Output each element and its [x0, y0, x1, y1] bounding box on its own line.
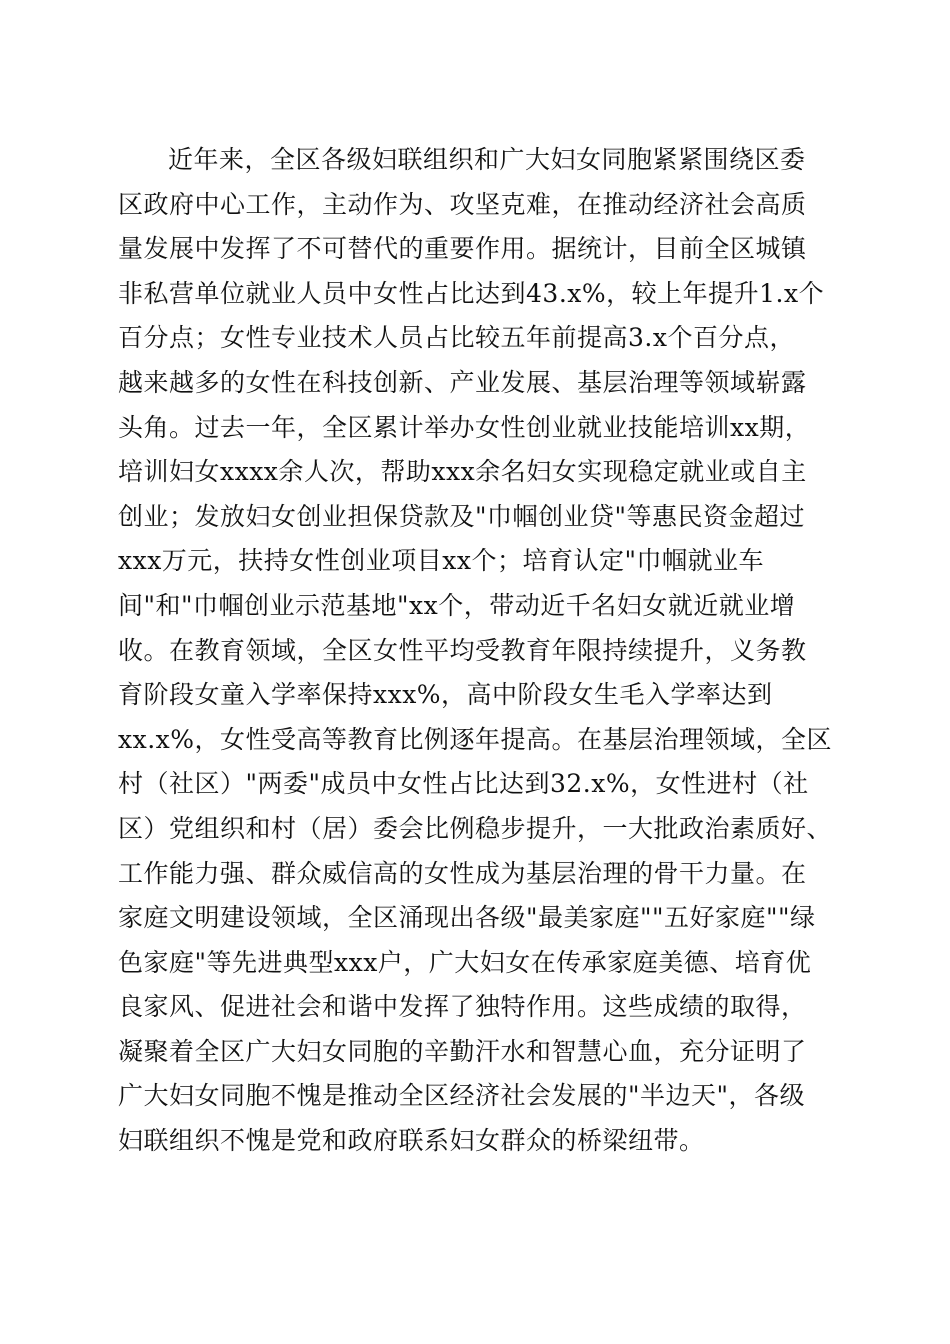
paragraph-line: 百分点；女性专业技术人员占比较五年前提高3.x个百分点，: [118, 323, 795, 353]
paragraph-line: 越来越多的女性在科技创新、产业发展、基层治理等领域崭露: [118, 367, 807, 397]
paragraph-line: 凝聚着全区广大妇女同胞的辛勤汗水和智慧心血，充分证明了: [118, 1036, 807, 1066]
paragraph-line: 区）党组织和村（居）委会比例稳步提升，一大批政治素质好、: [118, 813, 833, 843]
paragraph-line: 非私营单位就业人员中女性占比达到43.x%，较上年提升1.x个: [118, 278, 825, 308]
paragraph-line: 广大妇女同胞不愧是推动全区经济社会发展的"半边天"，各级: [118, 1081, 806, 1111]
body-paragraph: [118, 138, 838, 1164]
paragraph-line: 收。在教育领域，全区女性平均受教育年限持续提升，义务教: [118, 635, 807, 665]
paragraph-line: 头角。过去一年，全区累计举办女性创业就业技能培训xx期，: [118, 412, 811, 442]
paragraph-line: 妇联组织不愧是党和政府联系妇女群众的桥梁纽带。: [118, 1126, 705, 1156]
paragraph-line: 量发展中发挥了不可替代的重要作用。据统计，目前全区城镇: [118, 234, 807, 264]
paragraph-line: 家庭文明建设领域，全区涌现出各级"最美家庭""五好家庭""绿: [118, 903, 816, 933]
paragraph-line: 创业；发放妇女创业担保贷款及"巾帼创业贷"等惠民资金超过: [118, 501, 806, 531]
paragraph-line: 村（社区）"两委"成员中女性占比达到32.x%，女性进村（社: [118, 769, 809, 799]
paragraph-line: 间"和"巾帼创业示范基地"xx个，带动近千名妇女就近就业增: [118, 590, 796, 620]
paragraph-line: xxx万元，扶持女性创业项目xx个；培育认定"巾帼就业车: [118, 546, 764, 576]
paragraph-line: 培训妇女xxxx余人次，帮助xxx余名妇女实现稳定就业或自主: [118, 457, 807, 487]
paragraph-line: 近年来，全区各级妇联组织和广大妇女同胞紧紧围绕区委: [168, 145, 806, 174]
paragraph-line: 色家庭"等先进典型xxx户，广大妇女在传承家庭美德、培育优: [118, 947, 812, 977]
paragraph-line: 良家风、促进社会和谐中发挥了独特作用。这些成绩的取得，: [118, 992, 807, 1022]
paragraph-line: 区政府中心工作，主动作为、攻坚克难，在推动经济社会高质: [118, 189, 807, 219]
paragraph-line: 育阶段女童入学率保持xxx%，高中阶段女生毛入学率达到: [118, 680, 773, 710]
paragraph-line: xx.x%，女性受高等教育比例逐年提高。在基层治理领域，全区: [118, 724, 833, 754]
paragraph-line: 工作能力强、群众威信高的女性成为基层治理的骨干力量。在: [118, 858, 807, 888]
